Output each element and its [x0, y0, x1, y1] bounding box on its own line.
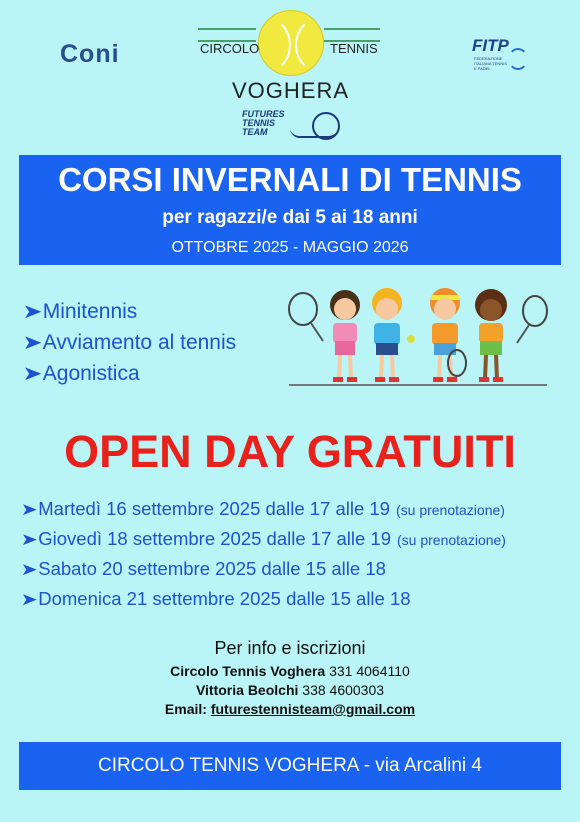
logo-circolo-text: CIRCOLO	[200, 41, 260, 56]
arrow-icon: ➤	[22, 332, 43, 354]
date-text: Giovedì 18 settembre 2025 dalle 17 alle 19	[38, 528, 392, 549]
page-subtitle: per ragazzi/e dai 5 ai 18 anni	[162, 207, 418, 228]
date-text: Domenica 21 settembre 2025 dalle 15 alle 18	[38, 588, 411, 609]
footer-banner	[19, 742, 561, 790]
contact-line	[0, 681, 580, 700]
fitp-logo-text: FITP	[472, 36, 509, 55]
arrow-icon: ➤	[20, 530, 38, 549]
list-item	[24, 327, 236, 358]
info-heading: Per info e iscrizioni	[214, 638, 366, 658]
date-note: (su prenotazione)	[397, 532, 506, 548]
list-item	[22, 588, 506, 618]
contact-phone[interactable]: 331 4064110	[329, 663, 410, 679]
list-item	[22, 498, 506, 528]
list-item	[22, 528, 506, 558]
arrow-icon: ➤	[22, 301, 43, 323]
fitp-logo	[468, 36, 538, 76]
list-item	[24, 296, 236, 327]
kids-illustration	[285, 285, 553, 391]
date-text: Martedì 16 settembre 2025 dalle 17 alle 19	[38, 498, 390, 519]
contact-name: Vittoria Beolchi	[195, 682, 299, 698]
swoosh-icon	[290, 128, 338, 138]
season-period: OTTOBRE 2025 - MAGGIO 2026	[171, 239, 409, 256]
swirl-icon	[508, 48, 528, 70]
open-day-heading: OPEN DAY GRATUITI	[64, 426, 516, 477]
list-item	[24, 358, 236, 389]
arrow-icon: ➤	[22, 363, 43, 385]
contact-phone[interactable]: 338 4600303	[302, 682, 385, 698]
logo-tennis-text: TENNIS	[330, 41, 378, 56]
course-label: Minitennis	[42, 299, 138, 323]
futures-tennis-team-logo	[240, 110, 350, 144]
contact-line	[0, 662, 580, 681]
tennis-ball-icon	[258, 10, 324, 76]
arrow-icon: ➤	[20, 590, 38, 609]
date-text: Sabato 20 settembre 2025 dalle 15 alle 18	[38, 558, 386, 579]
date-note: (su prenotazione)	[395, 502, 505, 518]
course-list	[24, 296, 236, 389]
title-banner	[19, 155, 561, 265]
arrow-icon: ➤	[20, 500, 38, 519]
page-title: CORSI INVERNALI DI TENNIS	[58, 161, 522, 198]
fitp-logo-subtext: FEDERAZIONE ITALIANA TENNIS E PADEL	[474, 56, 507, 71]
email-link[interactable]: futurestennisteam@gmail.com	[210, 701, 416, 717]
course-label: Avviamento al tennis	[42, 330, 237, 354]
arrow-icon: ➤	[20, 560, 38, 579]
futures-logo-text: FUTURES TENNIS TEAM	[242, 109, 285, 137]
email-line	[0, 700, 580, 719]
coni-logo: Coni	[60, 40, 120, 68]
logo-city-text: VOGHERA	[232, 78, 350, 103]
club-logo	[190, 8, 390, 108]
open-day-dates	[22, 498, 506, 618]
course-label: Agonistica	[42, 361, 140, 385]
footer-address: CIRCOLO TENNIS VOGHERA - via Arcalini 4	[98, 755, 482, 776]
contact-info	[0, 638, 580, 719]
contact-name: Circolo Tennis Voghera	[170, 663, 326, 679]
list-item	[22, 558, 506, 588]
email-label: Email:	[164, 701, 207, 717]
